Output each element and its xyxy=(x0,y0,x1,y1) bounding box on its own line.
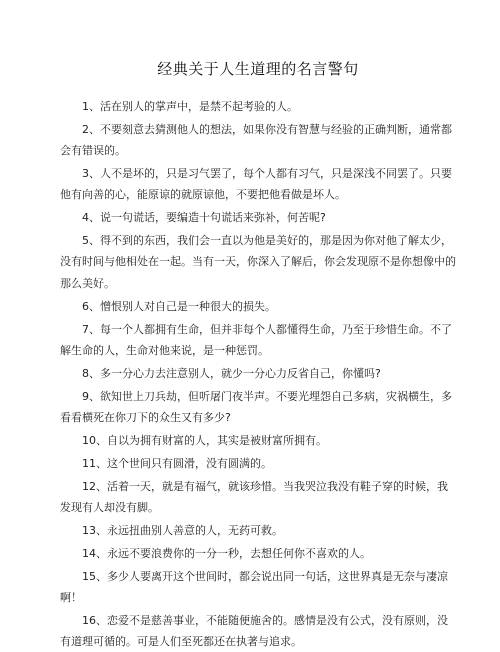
quote-number: 14 、 xyxy=(82,547,107,560)
quote-item xyxy=(60,566,456,609)
quote-item xyxy=(60,543,456,564)
quote-text: 活着一天，就是有福气，就该珍惜。当我哭泣我没有鞋子穿的时候，我发现有人却没有脚。 xyxy=(60,479,448,514)
quote-number: 4 、 xyxy=(82,211,100,224)
quote-item xyxy=(60,453,456,474)
quote-number: 9 、 xyxy=(82,390,100,403)
quote-number: 12 、 xyxy=(82,480,107,493)
quote-text: 不要刻意去猜测他人的想法，如果你没有智慧与经验的正确判断，通常都会有错误的。 xyxy=(60,122,452,158)
quote-text: 每一个人都拥有生命，但并非每个人都懂得生命，乃至于珍惜生命。不了解生命的人，生命对他来说，是一种惩罚。 xyxy=(60,322,452,357)
quote-item xyxy=(60,386,456,429)
quote-number: 15 、 xyxy=(82,570,107,583)
quote-number: 10 、 xyxy=(82,434,107,447)
quote-text: 自以为拥有财富的人，其实是被财富所拥有。 xyxy=(107,433,327,447)
quote-item xyxy=(60,230,456,294)
quote-text: 永远不要浪费你的一分一秒，去想任何你不喜欢的人。 xyxy=(107,546,371,560)
quote-number: 5 、 xyxy=(82,234,100,247)
quote-list xyxy=(60,96,456,652)
quote-text: 这个世间只有圆滑，没有圆满的。 xyxy=(107,456,272,470)
quote-number: 8 、 xyxy=(82,367,100,380)
quote-item xyxy=(60,207,456,228)
quote-number: 1 、 xyxy=(82,100,100,113)
quote-item xyxy=(60,296,456,317)
quote-text: 恋爱不是慈善事业，不能随便施舍的。感情是没有公式，没有原则，没有道理可循的。可是人们至死都还在执著与追求。 xyxy=(60,613,448,649)
quote-number: 3 、 xyxy=(82,167,100,180)
quote-number: 13 、 xyxy=(82,524,107,537)
quote-number: 2 、 xyxy=(82,123,100,136)
quote-item xyxy=(60,163,456,206)
document-title: 经典关于人生道理的名言警句 xyxy=(157,60,359,78)
quote-number: 6 、 xyxy=(82,300,100,313)
quote-text: 永远扭曲别人善意的人，无药可救。 xyxy=(107,523,283,537)
quote-number: 7 、 xyxy=(82,323,100,336)
quote-text: 多少人要离开这个世间时，都会说出同一句话，这世界真是无奈与凄凉啊！ xyxy=(60,569,448,604)
quote-item xyxy=(60,430,456,451)
quote-text: 说一句谎话，要编造十句谎话来弥补，何苦呢? xyxy=(100,211,326,225)
quote-item xyxy=(60,119,456,162)
quote-text: 人不是坏的，只是习气罢了，每个人都有习气，只是深浅不同罢了。只要他有向善的心，能原谅的就原谅他，不要把他看做是坏人。 xyxy=(60,167,452,202)
quote-text: 多一分心力去注意别人，就少一分心力反省自己，你懂吗? xyxy=(100,366,381,380)
quote-item xyxy=(60,476,456,519)
quote-item xyxy=(60,520,456,541)
quote-item xyxy=(60,363,456,384)
quote-text: 得不到的东西，我们会一直以为他是美好的，那是因为你对他了解太少，没有时间与他相处在一起。当有一天，你深入了解后，你会发现原不是你想像中的那么美好。 xyxy=(60,234,456,290)
quote-item xyxy=(60,96,456,117)
quote-text: 欲知世上刀兵劫，但听屠门夜半声。不要光埋怨自己多病，灾祸横生，多看看横死在你刀下的众生又有多少? xyxy=(60,389,452,424)
quote-item xyxy=(60,319,456,362)
quote-number: 16 、 xyxy=(82,614,107,627)
quote-text: 憎恨别人对自己是一种很大的损失。 xyxy=(100,299,276,313)
quote-text: 活在别人的掌声中，是禁不起考验的人。 xyxy=(100,100,298,113)
quote-number: 11 、 xyxy=(82,457,107,470)
quote-item xyxy=(60,610,456,652)
